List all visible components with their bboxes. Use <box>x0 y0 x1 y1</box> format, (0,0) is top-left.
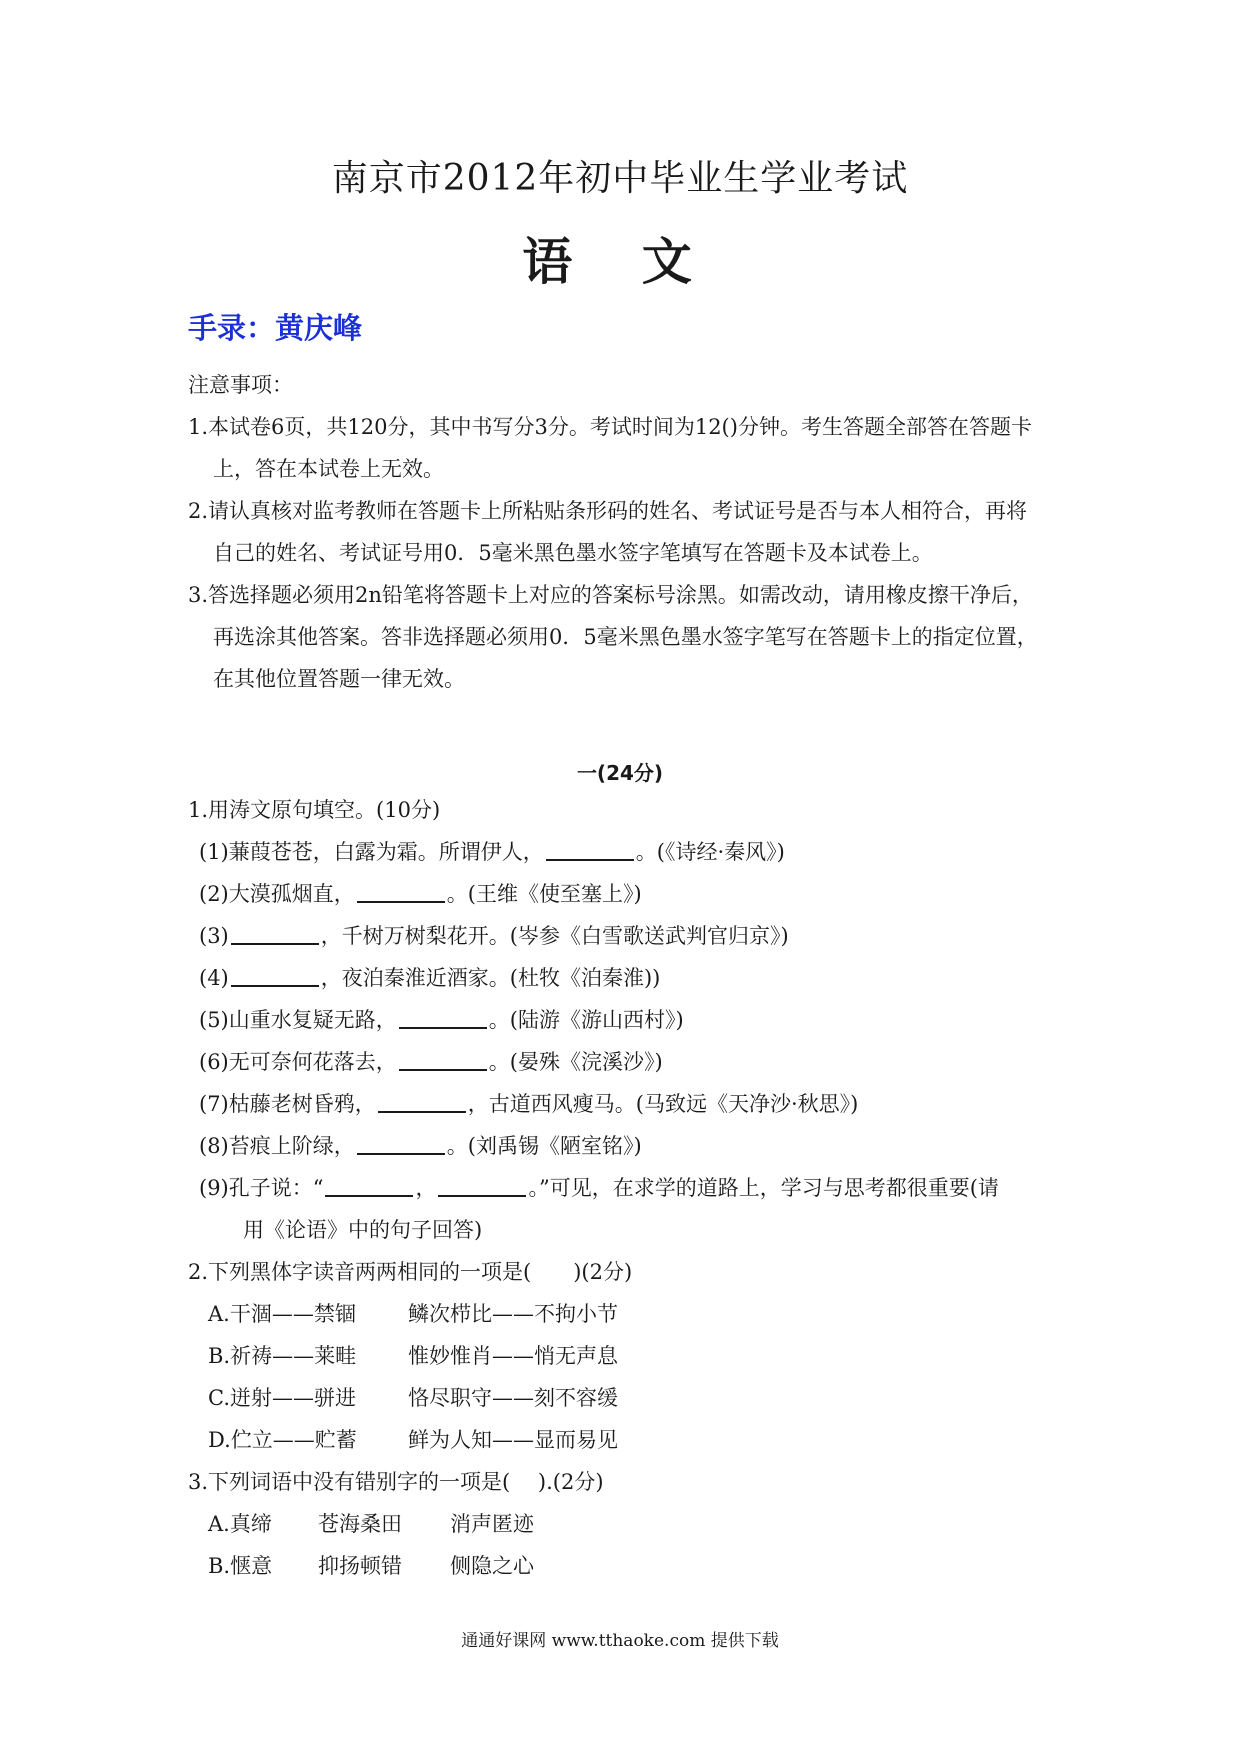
page-footer: 通通好课网 www.tthaoke.com 提供下载 <box>461 1631 779 1651</box>
q1-item-4: (4) ，夜泊秦淮近酒家。(杜牧《泊秦淮)) <box>199 966 661 990</box>
note-2-line2: 自己的姓名、考试证号用0．5毫米黑色墨水签字笔填写在答题卡及本试卷上。 <box>213 541 933 565</box>
answer-blank[interactable] <box>231 965 319 987</box>
q1-item-2: (2)大漠孤烟直， 。(王维《使至塞上》) <box>199 882 642 906</box>
q2-option-c[interactable]: C.迸射——骈进 恪尽职守——刻不容缓 <box>208 1386 618 1410</box>
answer-blank[interactable] <box>357 881 445 903</box>
transcriber-label: 手录：黄庆峰 <box>188 311 363 345</box>
answer-blank[interactable] <box>399 1049 487 1071</box>
answer-blank[interactable] <box>325 1175 413 1197</box>
q2-option-b[interactable]: B.祈祷——莱畦 惟妙惟肖——悄无声息 <box>208 1344 618 1368</box>
q1-item-8: (8)苔痕上阶绿， 。(刘禹锡《陋室铭》) <box>199 1134 642 1158</box>
q1-item-3: (3) ，千树万树梨花开。(岑参《白雪歌送武判官归京》) <box>199 924 789 948</box>
answer-blank[interactable] <box>399 1007 487 1029</box>
q1-item-7: (7)枯藤老树昏鸦， ，古道西风瘦马。(马致远《天净沙·秋思》) <box>199 1092 859 1116</box>
note-3-line3: 在其他位置答题一律无效。 <box>213 667 465 691</box>
answer-blank[interactable] <box>546 839 634 861</box>
q2-option-d[interactable]: D.伫立——贮蓄 鲜为人知——显而易见 <box>208 1428 618 1452</box>
note-3-line2: 再选涂其他答案。答非选择题必须用0．5毫米黑色墨水签字笔写在答题卡上的指定位置， <box>213 625 1038 649</box>
subject-title: 语 文 <box>522 233 718 291</box>
q3-option-a[interactable]: A.真缔 苍海桑田 消声匿迹 <box>208 1512 534 1536</box>
q1-item-9: (9)孔子说：“ ， 。”可见，在求学的道路上，学习与思考都很重要(请 <box>199 1176 999 1200</box>
q1-stem: 1.用涛文原句填空。(10分) <box>188 798 441 822</box>
q3-stem: 3.下列词语中没有错别字的一项是( ).(2分) <box>188 1470 604 1494</box>
section-heading: 一(24分) <box>576 761 664 785</box>
exam-title: 南京市2012年初中毕业生学业考试 <box>331 158 909 199</box>
answer-blank[interactable] <box>378 1091 466 1113</box>
q1-item-9-line2: 用《论语》中的句子回答) <box>243 1218 483 1242</box>
q2-option-a[interactable]: A.干涸——禁锢 鳞次栉比——不拘小节 <box>208 1302 618 1326</box>
answer-blank[interactable] <box>438 1175 526 1197</box>
note-2-line1: 2.请认真核对监考教师在答题卡上所粘贴条形码的姓名、考试证号是否与本人相符合，再将 <box>188 499 1028 523</box>
q1-item-6: (6)无可奈何花落去， 。(晏殊《浣溪沙》) <box>199 1050 663 1074</box>
notes-heading: 注意事项： <box>188 373 293 397</box>
note-3-line1: 3.答选择题必须用2n铅笔将答题卡上对应的答案标号涂黑。如需改动，请用橡皮擦干净后， <box>188 583 1033 607</box>
note-1-line2: 上，答在本试卷上无效。 <box>213 457 444 481</box>
q1-item-1: (1)蒹葭苍苍，白露为霜。所谓伊人， 。(《诗经·秦风》) <box>199 840 785 864</box>
q2-stem: 2.下列黑体字读音两两相同的一项是( )(2分) <box>188 1260 633 1284</box>
note-1-line1: 1.本试卷6页，共120分，其中书写分3分。考试时间为12()分钟。考生答题全部答在答题卡 <box>188 415 1032 439</box>
answer-blank[interactable] <box>231 923 319 945</box>
q1-item-5: (5)山重水复疑无路， 。(陆游《游山西村》) <box>199 1008 684 1032</box>
q3-option-b[interactable]: B.惬意 抑扬顿错 侧隐之心 <box>208 1554 534 1578</box>
answer-blank[interactable] <box>357 1133 445 1155</box>
